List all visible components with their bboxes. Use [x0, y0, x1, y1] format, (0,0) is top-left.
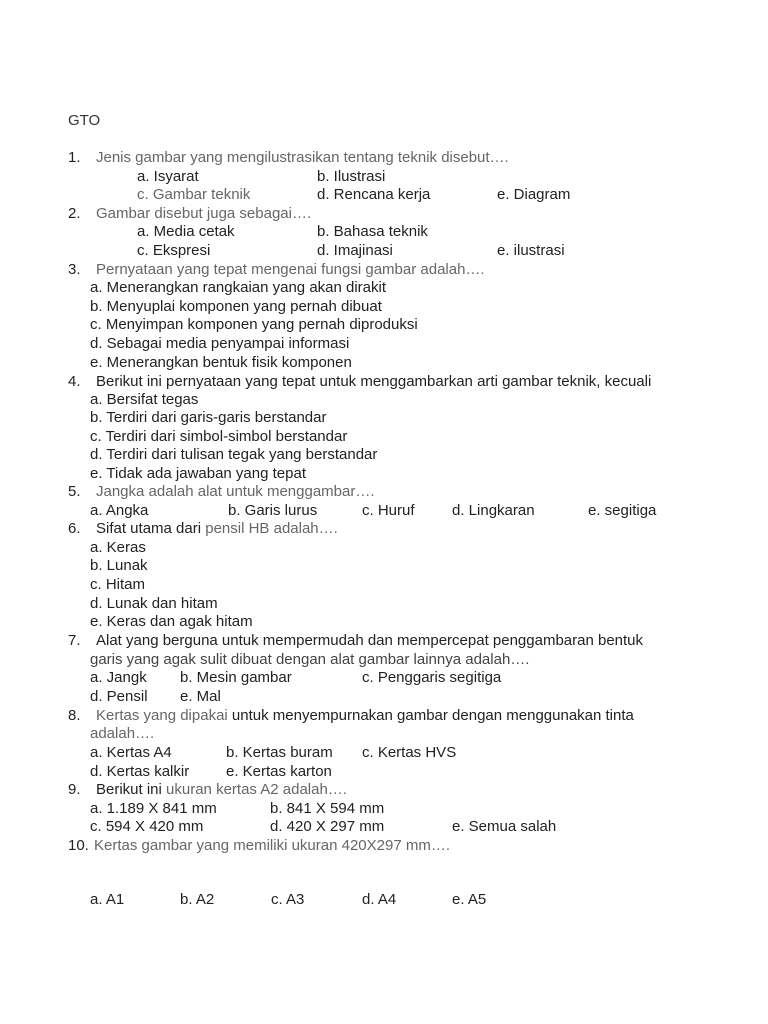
question-8-option-a: a. Kertas A4 — [90, 744, 172, 761]
question-6-option-b: b. Lunak — [90, 557, 148, 574]
question-3-option-b: b. Menyuplai komponen yang pernah dibuat — [90, 298, 382, 315]
question-6-option-d: d. Lunak dan hitam — [90, 595, 218, 612]
question-6-option-a: a. Keras — [90, 539, 146, 556]
question-9-text — [96, 781, 347, 799]
question-6-option-c: c. Hitam — [90, 576, 146, 593]
question-1-option-b: b. Ilustrasi — [317, 168, 386, 185]
question-2-number: 2. — [68, 205, 81, 222]
question-3-text: Pernyataan yang tepat mengenai fungsi gambar adalah…. — [96, 261, 485, 278]
question-10-option-e: e. A5 — [452, 891, 487, 908]
question-4-option-e: e. Tidak ada jawaban yang tepat — [90, 465, 306, 482]
question-7-option-e: e. Mal — [180, 688, 221, 705]
question-7-option-a: a. Jangk — [90, 669, 147, 686]
question-5-option-b: b. Garis lurus — [228, 502, 318, 519]
question-10-option-a: a. A1 — [90, 891, 125, 908]
question-10-number: 10. — [68, 837, 89, 854]
question-2-option-c: c. Ekspresi — [137, 242, 211, 259]
question-6-text — [96, 520, 338, 538]
question-5-option-a: a. Angka — [90, 502, 149, 519]
question-7-option-c: c. Penggaris segitiga — [362, 669, 502, 686]
question-6-number: 6. — [68, 520, 81, 537]
question-8-option-e: e. Kertas karton — [226, 763, 332, 780]
question-9-number: 9. — [68, 781, 81, 798]
question-1-option-c: c. Gambar teknik — [137, 186, 251, 203]
question-5-option-c: c. Huruf — [362, 502, 415, 519]
question-8-text-dark: untuk menyempurnakan gambar dengan menggunakan tinta — [231, 707, 634, 724]
question-3-option-c: c. Menyimpan komponen yang pernah diproduksi — [90, 316, 418, 333]
question-2-text: Gambar disebut juga sebagai…. — [96, 205, 312, 222]
question-10-option-d: d. A4 — [362, 891, 397, 908]
question-2-option-a: a. Media cetak — [137, 223, 235, 240]
question-6-text-dark: Sifat utama dari — [96, 520, 202, 537]
question-5-text: Jangka adalah alat untuk menggambar…. — [96, 483, 375, 500]
question-4-number: 4. — [68, 373, 81, 390]
question-9-text-light: ukuran kertas A2 adalah…. — [166, 781, 347, 798]
question-1-option-a: a. Isyarat — [137, 168, 199, 185]
question-7-text-line-2: garis yang agak sulit dibuat dengan alat gambar lainnya adalah…. — [90, 651, 530, 668]
question-8-option-b: b. Kertas buram — [226, 744, 333, 761]
question-10-text: Kertas gambar yang memiliki ukuran 420X297 mm…. — [94, 837, 450, 854]
question-9-option-b: b. 841 X 594 mm — [270, 800, 385, 817]
question-9-option-e: e. Semua salah — [452, 818, 557, 835]
question-1-option-d: d. Rencana kerja — [317, 186, 431, 203]
question-4-option-c: c. Terdiri dari simbol-simbol berstandar — [90, 428, 348, 445]
question-8-option-d: d. Kertas kalkir — [90, 763, 190, 780]
question-1-text: Jenis gambar yang mengilustrasikan tentang teknik disebut…. — [96, 149, 509, 166]
question-8-text-line-2: adalah…. — [90, 725, 155, 742]
question-9-option-a: a. 1.189 X 841 mm — [90, 800, 217, 817]
question-9-text-dark: Berikut ini — [96, 781, 162, 798]
question-2-option-e: e. ilustrasi — [497, 242, 565, 259]
question-7-text-line-1: Alat yang berguna untuk mempermudah dan mempercepat penggambaran bentuk — [96, 632, 644, 649]
question-5-option-d: d. Lingkaran — [452, 502, 535, 519]
question-8-text-light: Kertas yang dipakai — [96, 707, 228, 724]
question-9-option-d: d. 420 X 297 mm — [270, 818, 385, 835]
question-7-number: 7. — [68, 632, 81, 649]
question-1-option-e: e. Diagram — [497, 186, 571, 203]
question-4-option-b: b. Terdiri dari garis-garis berstandar — [90, 409, 327, 426]
question-2-option-b: b. Bahasa teknik — [317, 223, 428, 240]
question-7-option-b: b. Mesin gambar — [180, 669, 292, 686]
question-6-option-e: e. Keras dan agak hitam — [90, 613, 253, 630]
question-4-text: Berikut ini pernyataan yang tepat untuk menggambarkan arti gambar teknik, kecuali — [96, 373, 652, 390]
question-3-number: 3. — [68, 261, 81, 278]
question-6-text-light: pensil HB adalah…. — [205, 520, 338, 537]
question-8-option-c: c. Kertas HVS — [362, 744, 457, 761]
question-10-option-c: c. A3 — [271, 891, 305, 908]
question-8-text — [96, 707, 634, 725]
question-5-option-e: e. segitiga — [588, 502, 657, 519]
question-3-option-d: d. Sebagai media penyampai informasi — [90, 335, 350, 352]
question-4-option-d: d. Terdiri dari tulisan tegak yang berstandar — [90, 446, 378, 463]
question-9-option-c: c. 594 X 420 mm — [90, 818, 204, 835]
question-5-number: 5. — [68, 483, 81, 500]
question-10-option-b: b. A2 — [180, 891, 215, 908]
question-7-option-d: d. Pensil — [90, 688, 148, 705]
document-title: GTO — [68, 112, 101, 129]
question-4-option-a: a. Bersifat tegas — [90, 391, 199, 408]
question-1-number: 1. — [68, 149, 81, 166]
question-8-number: 8. — [68, 707, 81, 724]
question-3-option-a: a. Menerangkan rangkaian yang akan dirakit — [90, 279, 387, 296]
question-2-option-d: d. Imajinasi — [317, 242, 393, 259]
question-3-option-e: e. Menerangkan bentuk fisik komponen — [90, 354, 352, 371]
